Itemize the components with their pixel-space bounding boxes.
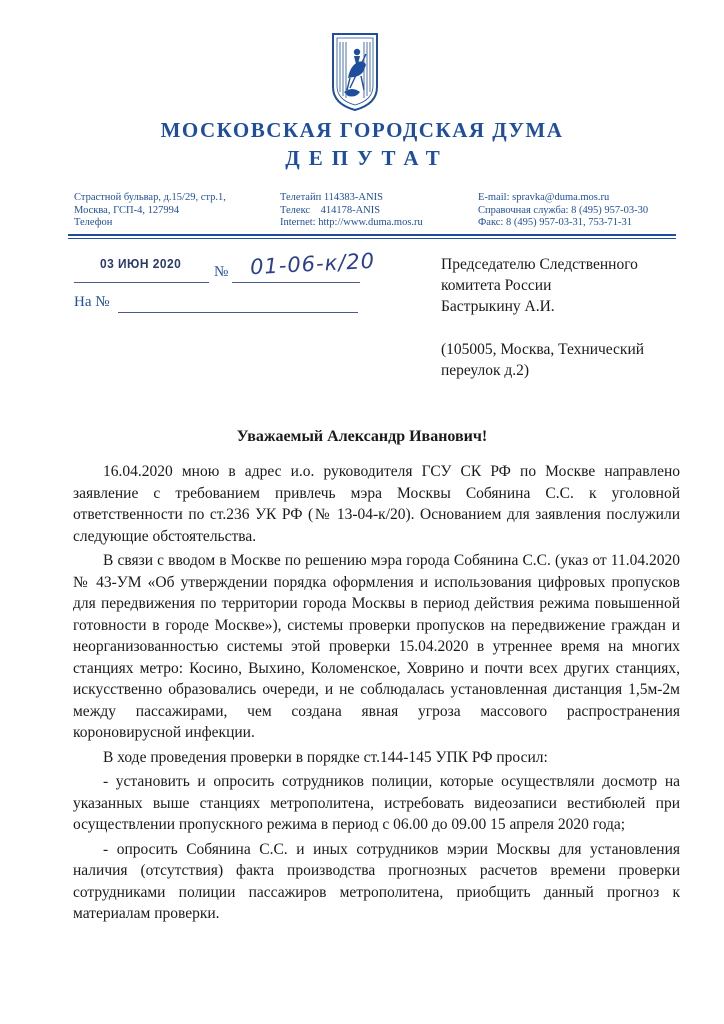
contact-line: E-mail: spravka@duma.mos.ru	[478, 192, 610, 203]
paragraph: В ходе проведения проверки в порядке ст.144-145 УПК РФ просил:	[103, 748, 548, 766]
contact-line: Факс: 8 (495) 957-03-31, 753-71-31	[478, 217, 632, 228]
reply-number-line	[118, 312, 358, 313]
paragraph: - установить и опросить сотрудников полиции, которые осуществляли досмотр на указанных выше станциях метрополитена, истребовать видеозаписи вестибюлей при осуществлении пропускного режима в период с 06.00 до 09.00 15 апреля 2020 года;	[73, 773, 680, 833]
contacts-address	[74, 192, 226, 230]
number-line	[232, 282, 360, 283]
greeting: Уважаемый Александр Иванович!	[236, 428, 488, 445]
contacts-telecom	[280, 192, 423, 230]
letter-body	[73, 461, 680, 925]
date-line	[74, 282, 209, 283]
contact-line: Телекс 414178-ANIS	[280, 204, 381, 216]
paragraph: - опросить Собянина С.С. и иных сотрудников мэрии Москвы для установления наличия (отсутствия) факта производства прогнозных расчетов времени проверки сотрудниками полиции пассажиров метрополитена, приобщить данный прогноз к материалам проверки.	[73, 840, 680, 922]
number-sign: №	[214, 264, 229, 280]
header-divider	[68, 234, 676, 236]
contact-line: Страстной бульвар, д.15/29, стр.1,	[74, 192, 226, 203]
contacts-email-phone	[478, 192, 648, 230]
org-subtitle: ДЕПУТАТ	[285, 146, 449, 170]
addressee-address-line: (105005, Москва, Технический	[441, 341, 645, 358]
contact-line: Справочная служба: 8 (495) 957-03-30	[478, 204, 649, 216]
date-stamp: 03 ИЮН 2020	[100, 256, 182, 271]
addressee-address-line: переулок д.2)	[441, 362, 530, 379]
addressee-line: Бастрыкину А.И.	[441, 298, 555, 315]
addressee-line: комитета России	[441, 277, 552, 294]
paragraph: В связи с вводом в Москве по решению мэра города Собянина С.С. (указ от 11.04.2020 № 43-УМ «Об утверждении порядка оформления и использования цифровых пропусков для передвижения по территории города Москвы в период действия режима повышенной готовности в городе Москве»), системы проверки пропусков на передвижение граждан и неорганизованностью системы этой проверки 15.04.2020 в утреннее время на многих станциях метро: Косино, Выхино, Коломенское, Ховрино и почти всех других станциях, искусственно образовались очереди, и не соблюдалась установленная дистанция 1,5м-2м между пассажирами, чем создана явная угроза массового распространения короновирусной инфекции.	[73, 552, 680, 741]
contact-line: Телефон	[74, 217, 113, 228]
org-title: МОСКОВСКАЯ ГОРОДСКАЯ ДУМА	[160, 118, 564, 142]
paragraph: 16.04.2020 мною в адрес и.о. руководителя ГСУ СК РФ по Москве направлено заявление с требованием привлечь мэра Москвы Собянина С.С. к уголовной ответственности по ст.236 УК РФ (№ 13-04-к/20). Основанием для заявления послужили следующие обстоятельства.	[73, 463, 680, 545]
header-divider-thin	[68, 238, 676, 239]
contact-line: Internet: http://www.duma.mos.ru	[280, 217, 423, 228]
handwritten-number: 01-06-к/20	[249, 248, 376, 280]
addressee-line: Председателю Следственного	[441, 256, 638, 273]
addressee-block	[441, 254, 644, 381]
contact-line: Телетайп 114383-ANIS	[280, 192, 383, 203]
reply-number-label: На №	[74, 294, 110, 310]
moscow-coat-of-arms-icon	[330, 32, 380, 112]
contact-line: Москва, ГСП-4, 127994	[74, 204, 180, 216]
